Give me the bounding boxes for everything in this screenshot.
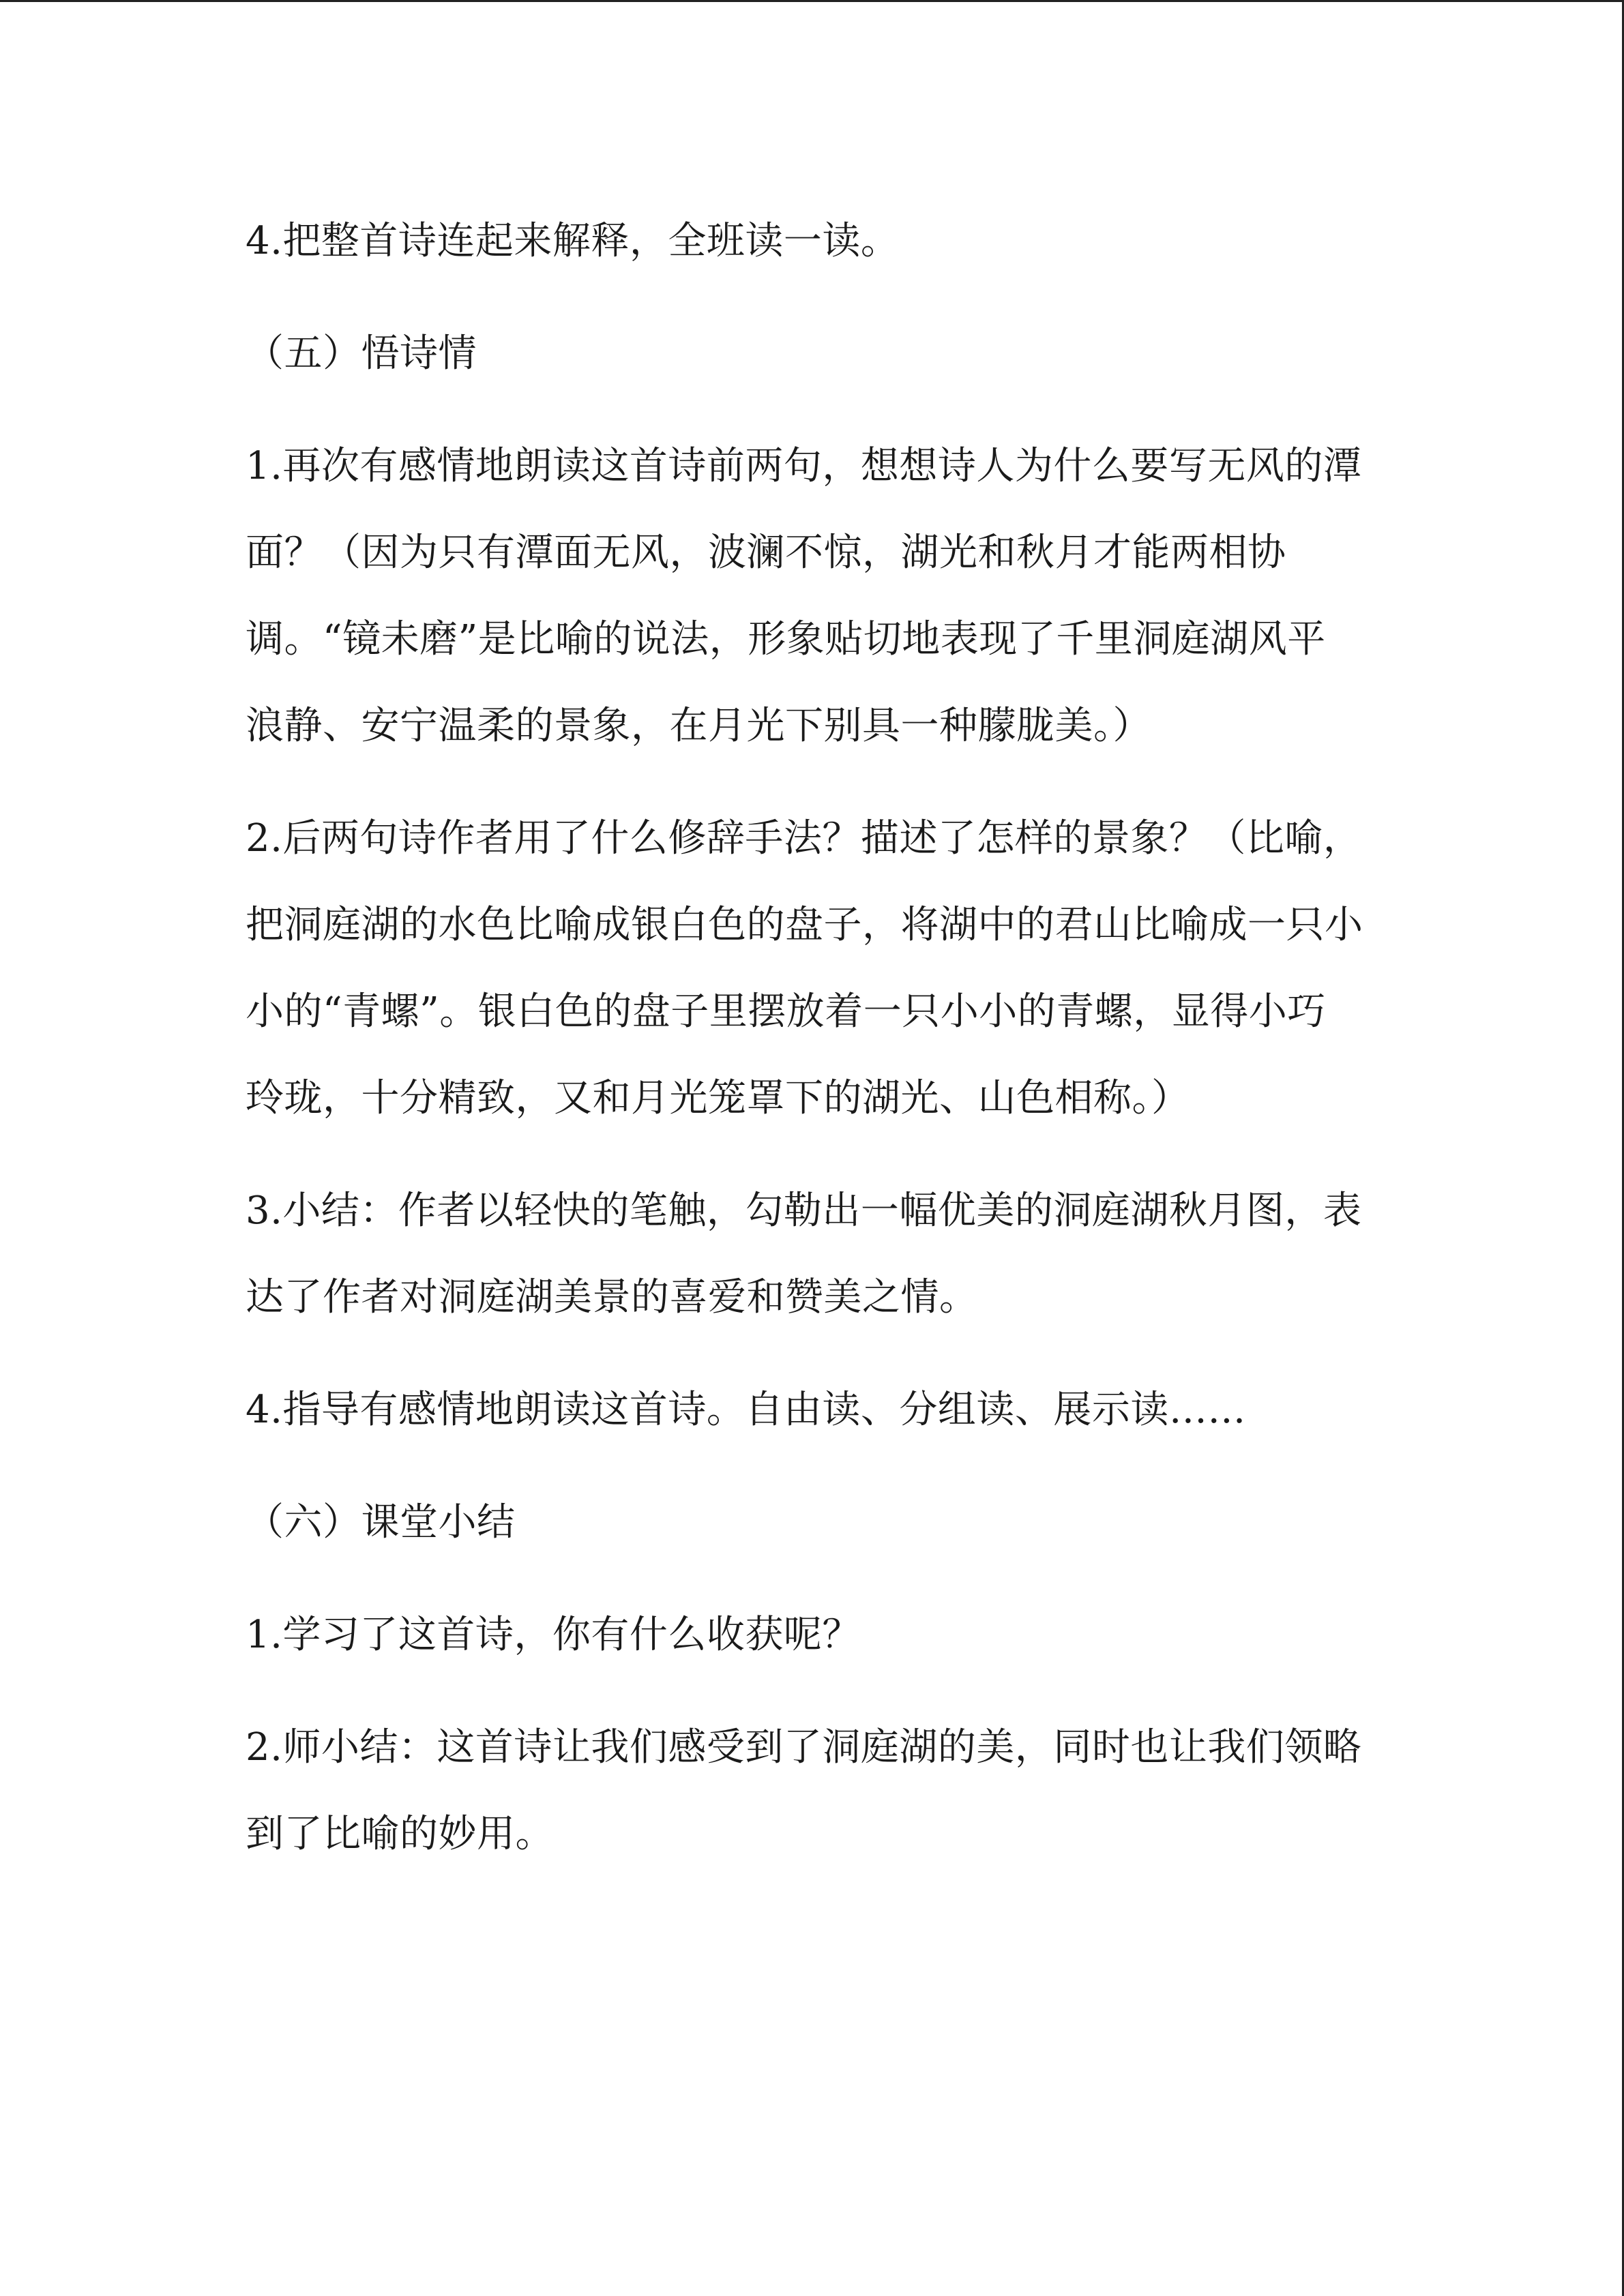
paragraph-6-2: 2.师小结：这首诗让我们感受到了洞庭湖的美，同时也让我们领略到了比喻的妙用。 [246,1725,1362,1856]
paragraph-6-1: 1.学习了这首诗，你有什么收获呢？ [246,1613,861,1657]
paragraph-5-3: 3.小结：作者以轻快的笔触，勾勒出一幅优美的洞庭湖秋月图，表达了作者对洞庭湖美景的喜爱和赞美之情。 [246,1189,1362,1320]
section-heading-5: （五）悟诗情 [246,331,477,376]
section-heading-6: （六）课堂小结 [246,1500,516,1545]
document-body [246,0,1364,1877]
paragraph-5-2: 2.后两句诗作者用了什么修辞手法？描述了怎样的景象？（比喻，把洞庭湖的水色比喻成银白色的盘子，将湖中的君山比喻成一只小小的“青螺”。银白色的盘子里摆放着一只小小的青螺，显得小巧玲珑，十分精致，又和月光笼罩下的湖光、山色相称。） [246,816,1363,1120]
paragraph-step-4-explain: 4.把整首诗连起来解释，全班读一读。 [246,219,900,263]
paragraph-5-4: 4.指导有感情地朗读这首诗。自由读、分组读、展示读…… [246,1388,1246,1432]
paragraph-5-1: 1.再次有感情地朗读这首诗前两句，想想诗人为什么要写无风的潭面？（因为只有潭面无风，波澜不惊，湖光和秋月才能两相协调。“镜未磨”是比喻的说法，形象贴切地表现了千里洞庭湖风平浪静、安宁温柔的景象，在月光下别具一种朦胧美。） [246,444,1362,748]
